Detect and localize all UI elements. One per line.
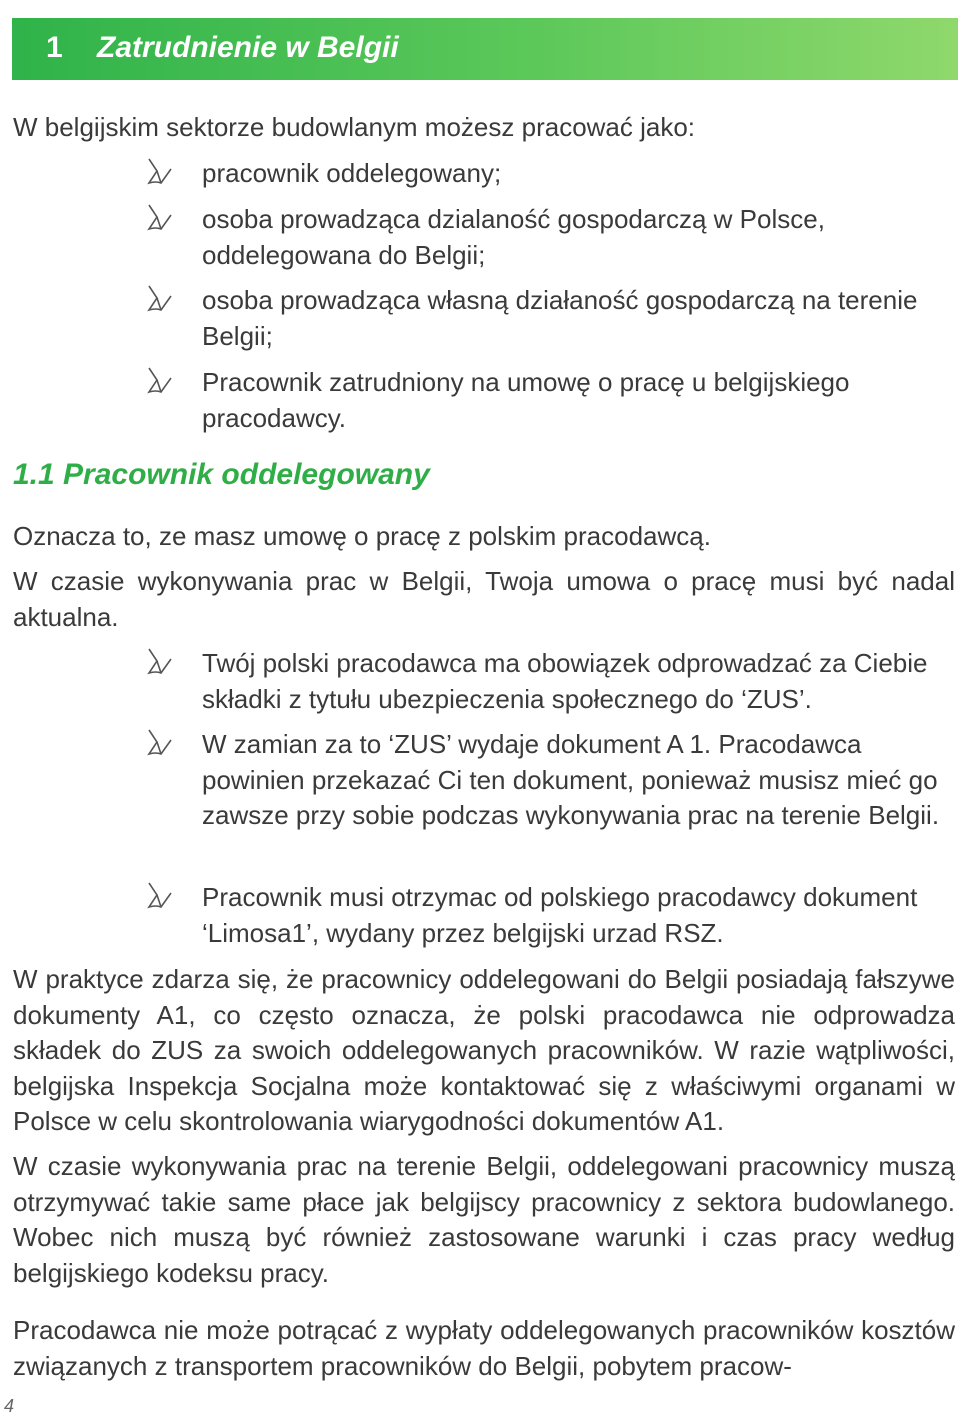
paragraph: W czasie wykonywania prac na terenie Belgii, oddelegowani pracownicy muszą otrzymywać takie same płace jak belgijscy pracownicy z sektora budowlanego. Wobec nich muszą być również zastosowane warunki i czas pracy według belgijskiego kodeksu pracy.: [13, 1151, 955, 1288]
paragraph: Oznacza to, ze masz umowę o pracę z polskim pracodawcą.: [13, 521, 711, 551]
list-item-text: Twój polski pracodawca ma obowiązek odprowadzać za Ciebie składki z tytułu ubezpieczenia społecznego do ‘ZUS’.: [202, 648, 928, 714]
list-item-text: W zamian za to ‘ZUS’ wydaje dokument A 1. Pracodawca powinien przekazać Ci ten dokument, ponieważ musisz mieć go zawsze przy sobie podczas wykonywania prac na terenie Belgii.: [202, 729, 940, 830]
list-item-text: osoba prowadząca dzialaność gospodarczą w Polsce, oddelegowana do Belgii;: [202, 204, 825, 270]
section-title: Zatrudnienie w Belgii: [97, 31, 399, 64]
section-header: [12, 18, 958, 80]
checkmark-icon: [146, 156, 174, 188]
page-number: 4: [4, 1396, 15, 1416]
list-item-text: osoba prowadząca własną działaność gospodarczą na terenie Belgii;: [202, 285, 918, 351]
paragraph: W czasie wykonywania prac w Belgii, Twoja umowa o pracę musi być nadal aktualna.: [13, 566, 955, 632]
checkmark-icon: [146, 646, 174, 678]
intro-text: W belgijskim sektorze budowlanym możesz pracować jako:: [13, 112, 696, 142]
checkmark-icon: [146, 202, 174, 234]
paragraph: Pracodawca nie może potrącać z wypłaty oddelegowanych pracowników kosztów związanych z transportem pracowników do Belgii, pobytem pracow-: [13, 1315, 955, 1381]
checkmark-icon: [146, 283, 174, 315]
list-item-text: Pracownik zatrudniony na umowę o pracę u belgijskiego pracodawcy.: [202, 367, 850, 433]
checkmark-icon: [146, 880, 174, 912]
list-item-text: pracownik oddelegowany;: [202, 158, 502, 188]
subsection-heading: 1.1 Pracownik oddelegowany: [13, 458, 430, 491]
checkmark-icon: [146, 727, 174, 759]
list-item-text: Pracownik musi otrzymac od polskiego pracodawcy dokument ‘Limosa1’, wydany przez belgijski urzad RSZ.: [202, 882, 918, 948]
section-number: 1: [46, 31, 63, 64]
checkmark-icon: [146, 365, 174, 397]
paragraph: W praktyce zdarza się, że pracownicy oddelegowani do Belgii posiadają fałszywe dokumenty A1, co często oznacza, że polski pracodawca nie odprowadza składek do ZUS za swoich oddelegowanych pracowników. W razie wątpliwości, belgijska Inspekcja Socjalna może kontaktować się z właściwymi organami w Polsce w celu skontrolowania wiarygodności dokumentów A1.: [13, 964, 955, 1136]
